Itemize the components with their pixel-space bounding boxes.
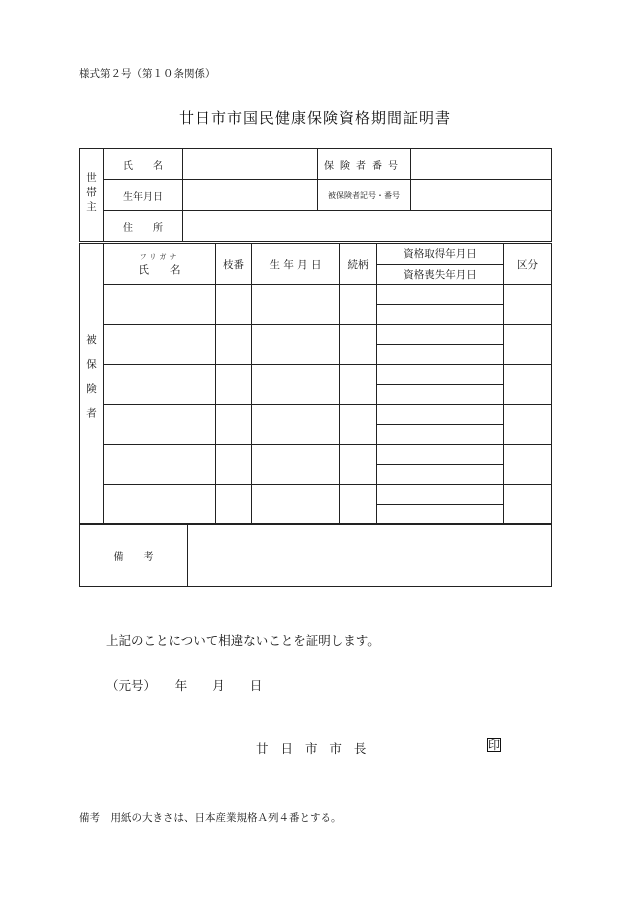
category-cell[interactable] — [504, 365, 552, 405]
lost-header: 資格喪失年月日 — [377, 264, 504, 285]
insured-name-cell[interactable] — [104, 445, 216, 485]
insured-name-cell[interactable] — [104, 285, 216, 325]
relation-cell[interactable] — [340, 285, 377, 325]
householder-address-label: 住 所 — [104, 211, 183, 242]
category-header: 区分 — [504, 244, 552, 285]
householder-name-field[interactable] — [183, 149, 318, 180]
branch-cell[interactable] — [216, 445, 252, 485]
date-line: （元号） 年 月 日 — [106, 678, 263, 693]
dob-cell[interactable] — [252, 405, 340, 445]
acquired-date-cell[interactable] — [377, 405, 504, 425]
branch-cell[interactable] — [216, 405, 252, 445]
branch-cell[interactable] — [216, 285, 252, 325]
acquired-date-cell[interactable] — [377, 445, 504, 465]
relation-cell[interactable] — [340, 445, 377, 485]
lost-date-cell[interactable] — [377, 385, 504, 405]
lost-date-cell[interactable] — [377, 425, 504, 445]
branch-cell[interactable] — [216, 365, 252, 405]
branch-header: 枝番 — [216, 244, 252, 285]
category-cell[interactable] — [504, 405, 552, 445]
category-cell[interactable] — [504, 325, 552, 365]
insurer-number-field[interactable] — [411, 149, 552, 180]
relation-cell[interactable] — [340, 405, 377, 445]
document-title: 廿日市市国民健康保険資格期間証明書 — [178, 109, 451, 127]
relation-header: 続柄 — [340, 244, 377, 285]
acquired-date-cell[interactable] — [377, 325, 504, 345]
category-cell[interactable] — [504, 445, 552, 485]
remarks-label: 備 考 — [80, 524, 188, 587]
acquired-date-cell[interactable] — [377, 485, 504, 505]
insured-table — [79, 243, 552, 525]
branch-cell[interactable] — [216, 485, 252, 525]
relation-cell[interactable] — [340, 485, 377, 525]
householder-section-label: 世帯主 — [80, 149, 104, 242]
dob-cell[interactable] — [252, 485, 340, 525]
insured-name-cell[interactable] — [104, 365, 216, 405]
insured-section-label: 被保険者 — [80, 244, 104, 525]
mayor-label: 廿 日 市 市 長 — [256, 741, 371, 756]
insured-name-label: 氏 名 — [138, 263, 181, 276]
insured-name-cell[interactable] — [104, 405, 216, 445]
insured-name-cell[interactable] — [104, 485, 216, 525]
insured-symbol-label: 被保険者記号・番号 — [318, 180, 411, 211]
dob-cell[interactable] — [252, 445, 340, 485]
householder-address-field[interactable] — [183, 211, 552, 242]
form-number: 様式第２号（第１０条関係） — [79, 68, 216, 80]
remarks-field[interactable] — [188, 524, 552, 587]
lost-date-cell[interactable] — [377, 305, 504, 325]
category-cell[interactable] — [504, 485, 552, 525]
insurer-number-label: 保険者番号 — [318, 149, 411, 180]
remarks-table — [79, 523, 552, 587]
insured-name-cell[interactable] — [104, 325, 216, 365]
footnote: 備考 用紙の大きさは、日本産業規格Ａ列４番とする。 — [79, 812, 342, 824]
householder-name-label: 氏 名 — [104, 149, 183, 180]
furigana-label: フリガナ — [139, 252, 180, 261]
branch-cell[interactable] — [216, 325, 252, 365]
dob-header: 生 年 月 日 — [252, 244, 340, 285]
seal-mark: 印 — [488, 738, 501, 752]
dob-cell[interactable] — [252, 325, 340, 365]
relation-cell[interactable] — [340, 365, 377, 405]
insured-symbol-field[interactable] — [411, 180, 552, 211]
acquired-header: 資格取得年月日 — [377, 244, 504, 265]
householder-table — [79, 148, 552, 242]
insured-name-header — [104, 244, 216, 285]
householder-dob-label: 生年月日 — [104, 180, 183, 211]
dob-cell[interactable] — [252, 285, 340, 325]
dob-cell[interactable] — [252, 365, 340, 405]
lost-date-cell[interactable] — [377, 505, 504, 525]
relation-cell[interactable] — [340, 325, 377, 365]
lost-date-cell[interactable] — [377, 345, 504, 365]
certification-text: 上記のことについて相違ないことを証明します。 — [106, 633, 380, 648]
acquired-date-cell[interactable] — [377, 365, 504, 385]
householder-dob-field[interactable] — [183, 180, 318, 211]
acquired-date-cell[interactable] — [377, 285, 504, 305]
lost-date-cell[interactable] — [377, 465, 504, 485]
category-cell[interactable] — [504, 285, 552, 325]
